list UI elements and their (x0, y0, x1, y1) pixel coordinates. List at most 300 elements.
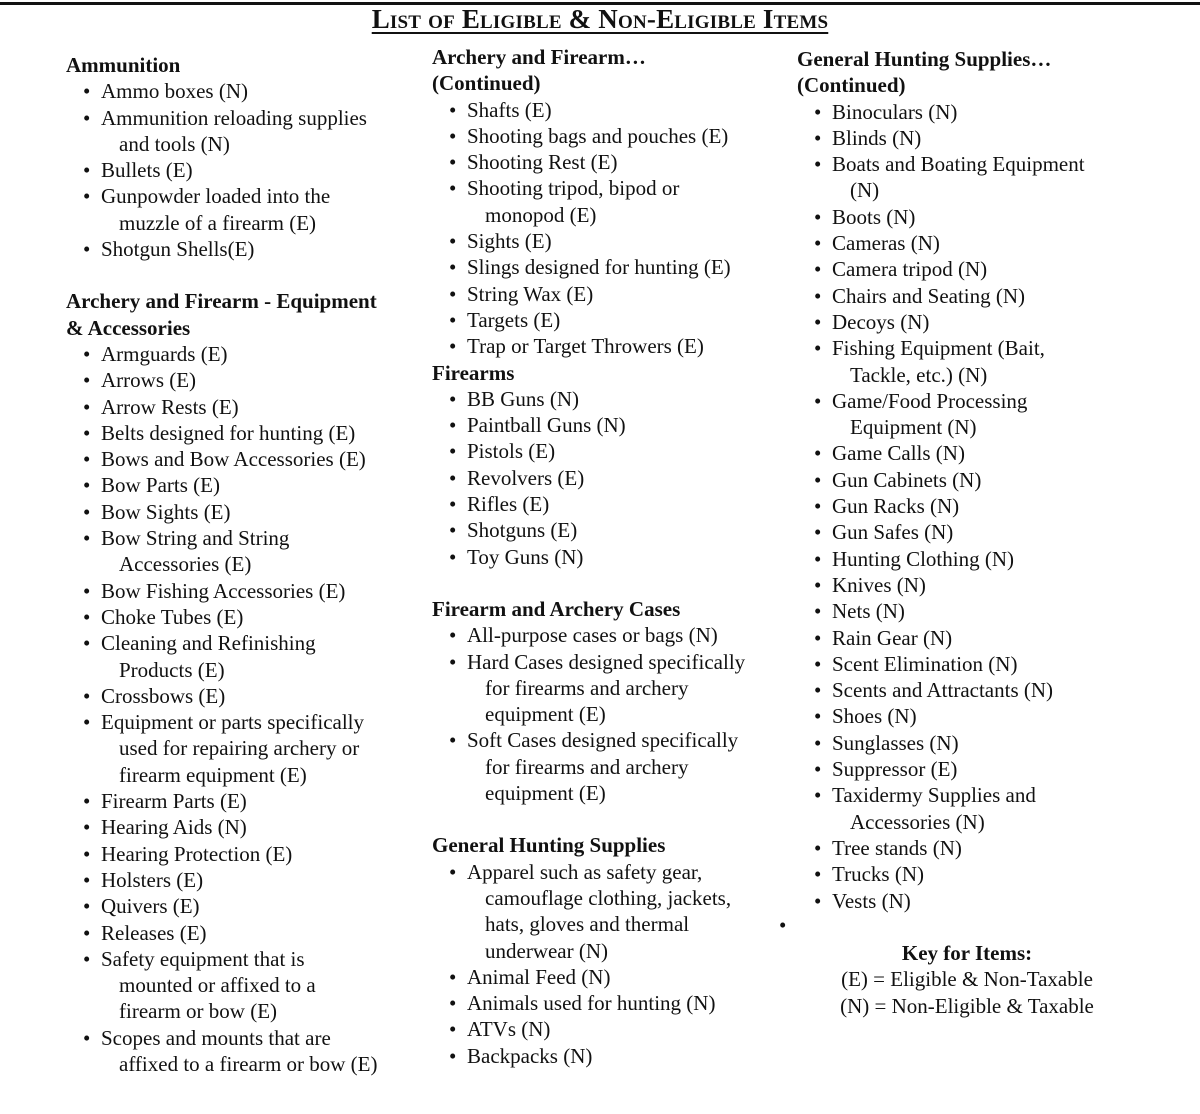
column-left (66, 52, 416, 1077)
list-item-text (101, 1025, 416, 1078)
bullet-icon: • (83, 158, 91, 183)
list-item (432, 438, 782, 464)
list-item-text: Shoes (N) (832, 704, 917, 729)
list-item-text (832, 335, 1197, 388)
section (432, 832, 782, 1069)
list-item-text: Hearing Protection (E) (101, 841, 293, 866)
bullet-icon: • (814, 625, 822, 650)
list-item-line: Taxidermy Supplies and (832, 783, 1036, 808)
bullet-icon: • (449, 413, 457, 438)
list-item (66, 367, 416, 393)
bullet-icon: • (814, 204, 822, 229)
bullet-icon: • (814, 441, 822, 466)
list-item-text: Bow Fishing Accessories (E) (101, 578, 346, 603)
list-item-line: (N) (850, 178, 880, 203)
bullet-icon: • (814, 309, 822, 334)
list-item-line: Scopes and mounts that are (101, 1025, 331, 1050)
bullet-icon: • (814, 467, 822, 492)
list-item-line: Shooting tripod, bipod or (467, 176, 680, 201)
bullet-icon: • (83, 867, 91, 892)
list-item-line: monopod (E) (485, 202, 597, 227)
section (797, 46, 1197, 914)
list-item (432, 254, 782, 280)
bullet-icon: • (814, 862, 822, 887)
section-heading: General Hunting Supplies… (Continued) (797, 47, 1052, 98)
list-item-text: Sunglasses (N) (832, 730, 959, 755)
list-item-line: Hard Cases designed specifically (467, 649, 746, 674)
bullet-icon: • (449, 518, 457, 543)
list-item (797, 99, 1197, 125)
list-item-text: Game Calls (N) (832, 441, 965, 466)
list-item-line: Soft Cases designed specifically (467, 728, 739, 753)
bullet-icon: • (814, 678, 822, 703)
list-item-text: Bow Sights (E) (101, 499, 231, 524)
bullet-icon: • (83, 683, 91, 708)
list-item (797, 309, 1197, 335)
list-item-text (832, 151, 1197, 204)
list-item-text: Slings designed for hunting (E) (467, 255, 731, 280)
list-item-line: firearm equipment (E) (119, 762, 307, 787)
list-item (797, 861, 1197, 887)
list-item-text (467, 175, 782, 228)
bullet-icon: • (814, 546, 822, 571)
bullet-icon: • (449, 859, 457, 884)
list-item-text: Animals used for hunting (N) (467, 991, 716, 1016)
list-item-text: Shotgun Shells(E) (101, 237, 255, 262)
section (432, 596, 782, 806)
list-item-text: Sights (E) (467, 229, 552, 254)
list-item-line: camouflage clothing, jackets, (485, 885, 732, 910)
legend-key (797, 940, 1137, 1019)
list-item (797, 493, 1197, 519)
list-item (66, 105, 416, 158)
list-item (797, 256, 1197, 282)
bullet-icon: • (814, 888, 822, 913)
list-item (797, 625, 1197, 651)
list-item-text: Shooting bags and pouches (E) (467, 123, 729, 148)
list-item-line: Boats and Boating Equipment (832, 152, 1085, 177)
item-list (432, 622, 782, 806)
list-item (432, 149, 782, 175)
section-heading: Firearm and Archery Cases (432, 596, 681, 621)
section (66, 288, 416, 1077)
bullet-icon: • (814, 572, 822, 597)
list-item-line: Safety equipment that is (101, 946, 305, 971)
list-item (432, 727, 782, 806)
list-item-text: Scent Elimination (N) (832, 651, 1018, 676)
list-item-text: Hunting Clothing (N) (832, 546, 1014, 571)
list-item-text: Arrow Rests (E) (101, 394, 239, 419)
list-item (66, 867, 416, 893)
list-item-text: Bow Parts (E) (101, 473, 220, 498)
list-item-text: Targets (E) (467, 307, 561, 332)
list-item (797, 204, 1197, 230)
bullet-icon: • (83, 105, 91, 130)
list-item (797, 572, 1197, 598)
list-item (432, 964, 782, 990)
section-heading: Ammunition (66, 53, 181, 77)
list-item (66, 183, 416, 236)
bullet-icon: • (83, 368, 91, 393)
list-item (797, 440, 1197, 466)
bullet-icon: • (814, 730, 822, 755)
bullet-icon: • (83, 79, 91, 104)
bullet-icon: • (449, 492, 457, 517)
key-title: Key for Items: (901, 941, 1033, 965)
list-item (797, 835, 1197, 861)
list-item (797, 730, 1197, 756)
list-item-text: Knives (N) (832, 572, 926, 597)
key-eligible: (E) = Eligible & Non-Taxable (841, 967, 1093, 992)
list-item-text: Ammo boxes (N) (101, 79, 248, 104)
list-item-text: Binoculars (N) (832, 99, 958, 124)
list-item-line: affixed to a firearm or bow (E) (119, 1051, 378, 1076)
key-non-eligible: (N) = Non-Eligible & Taxable (840, 993, 1094, 1018)
list-item (432, 333, 782, 359)
list-item (797, 677, 1197, 703)
column-middle (432, 44, 782, 1069)
section-spacer (432, 570, 782, 596)
list-item-line: Products (E) (119, 657, 225, 682)
list-item (797, 467, 1197, 493)
bullet-icon: • (449, 544, 457, 569)
list-item (432, 859, 782, 964)
bullet-icon: • (814, 152, 822, 177)
list-item-text: Revolvers (E) (467, 465, 585, 490)
bullet-icon: • (83, 1025, 91, 1050)
list-item-text: Nets (N) (832, 599, 905, 624)
bullet-icon: • (449, 123, 457, 148)
list-item-text (467, 859, 782, 964)
list-item-text: Arrows (E) (101, 368, 197, 393)
list-item (797, 125, 1197, 151)
list-item (797, 598, 1197, 624)
item-list (432, 386, 782, 570)
bullet-icon: • (449, 307, 457, 332)
bullet-icon: • (449, 386, 457, 411)
item-list (66, 341, 416, 1077)
list-item (797, 519, 1197, 545)
list-item-text: Bows and Bow Accessories (E) (101, 447, 366, 472)
list-item-line: Accessories (N) (850, 809, 985, 834)
list-item-text: Shafts (E) (467, 97, 552, 122)
bullet-icon: • (83, 447, 91, 472)
bullet-icon: • (814, 783, 822, 808)
bullet-icon: • (814, 231, 822, 256)
bullet-icon: • (83, 394, 91, 419)
list-item (432, 307, 782, 333)
item-list (66, 78, 416, 262)
item-list (797, 99, 1197, 914)
list-item-text: Hearing Aids (N) (101, 815, 247, 840)
list-item-text: Toy Guns (N) (467, 544, 584, 569)
list-item (66, 472, 416, 498)
list-item-line: hats, gloves and thermal (485, 912, 690, 937)
bullet-icon: • (449, 1017, 457, 1042)
list-item-line: Gunpowder loaded into the (101, 184, 331, 209)
list-item-text: Firearm Parts (E) (101, 789, 247, 814)
list-item-line: mounted or affixed to a (119, 973, 316, 998)
list-item (66, 814, 416, 840)
bullet-icon: • (449, 728, 457, 753)
list-item-line: Fishing Equipment (Bait, (832, 336, 1045, 361)
list-item (432, 386, 782, 412)
bullet-icon: • (83, 604, 91, 629)
list-item (797, 782, 1197, 835)
list-item-text: Belts designed for hunting (E) (101, 420, 356, 445)
list-item (432, 465, 782, 491)
bullet-icon: • (449, 176, 457, 201)
bullet-icon: • (83, 841, 91, 866)
list-item (66, 394, 416, 420)
list-item-text: Backpacks (N) (467, 1043, 593, 1068)
list-item-text: Rifles (E) (467, 492, 550, 517)
list-item-text: Scents and Attractants (N) (832, 678, 1054, 703)
list-item (432, 622, 782, 648)
bullet-icon: • (83, 420, 91, 445)
list-item (432, 544, 782, 570)
section (66, 52, 416, 262)
list-item (432, 491, 782, 517)
bullet-icon: • (83, 710, 91, 735)
list-item-text (101, 105, 416, 158)
bullet-icon: • (83, 473, 91, 498)
list-item (432, 281, 782, 307)
list-item (66, 1025, 416, 1078)
bullet-icon: • (449, 1043, 457, 1068)
list-item (797, 335, 1197, 388)
bullet-icon: • (814, 283, 822, 308)
list-item-text: Chairs and Seating (N) (832, 283, 1026, 308)
list-item-text: Holsters (E) (101, 867, 204, 892)
bullet-icon: • (83, 578, 91, 603)
column-right (797, 46, 1197, 914)
section-heading: Firearms (432, 360, 515, 385)
bullet-icon: • (83, 946, 91, 971)
list-item (432, 123, 782, 149)
list-item (66, 604, 416, 630)
list-item-line: used for repairing archery or (119, 736, 360, 761)
list-item-line: Ammunition reloading supplies (101, 105, 367, 130)
list-item (432, 412, 782, 438)
list-item-text: All-purpose cases or bags (N) (467, 623, 718, 648)
list-item-text: Shooting Rest (E) (467, 150, 618, 175)
list-item-text: Boots (N) (832, 204, 916, 229)
list-item-line: equipment (E) (485, 702, 606, 727)
list-item-text: Bullets (E) (101, 158, 193, 183)
bullet-icon: • (814, 835, 822, 860)
list-item (66, 341, 416, 367)
list-item-line: Game/Food Processing (832, 388, 1028, 413)
list-item-line: for firearms and archery (485, 754, 689, 779)
list-item (432, 228, 782, 254)
list-item-line: underwear (N) (485, 938, 609, 963)
list-item (797, 703, 1197, 729)
list-item-text: Decoys (N) (832, 309, 930, 334)
list-item-line: Equipment (N) (850, 415, 977, 440)
list-item-line: for firearms and archery (485, 675, 689, 700)
item-list (432, 859, 782, 1069)
list-item-text: Vests (N) (832, 888, 911, 913)
list-item (66, 788, 416, 814)
list-item-text: Suppressor (E) (832, 757, 958, 782)
list-item (66, 946, 416, 1025)
bullet-icon: • (449, 964, 457, 989)
list-item-line: Apparel such as safety gear, (467, 859, 703, 884)
list-item (66, 499, 416, 525)
list-item-text: Animal Feed (N) (467, 964, 611, 989)
list-item (797, 283, 1197, 309)
list-item-text: Armguards (E) (101, 341, 228, 366)
list-item-text: Trucks (N) (832, 862, 924, 887)
bullet-icon: • (814, 651, 822, 676)
list-item-text: Quivers (E) (101, 894, 200, 919)
list-item (432, 1043, 782, 1069)
bullet-icon: • (814, 520, 822, 545)
section (432, 44, 782, 360)
bullet-icon: • (449, 281, 457, 306)
list-item-text: Shotguns (E) (467, 518, 578, 543)
list-item (797, 151, 1197, 204)
section (432, 360, 782, 570)
list-item (797, 388, 1197, 441)
bullet-icon: • (83, 341, 91, 366)
list-item (432, 175, 782, 228)
list-item (66, 630, 416, 683)
section-spacer (66, 262, 416, 288)
bullet-icon: • (449, 649, 457, 674)
list-item (432, 517, 782, 543)
list-item-line: Equipment or parts specifically (101, 710, 365, 735)
list-item (797, 230, 1197, 256)
list-item-text: Gun Racks (N) (832, 494, 960, 519)
list-item (66, 78, 416, 104)
list-item-text (467, 649, 782, 728)
bullet-icon: • (449, 991, 457, 1016)
bullet-icon: • (814, 757, 822, 782)
list-item (432, 649, 782, 728)
list-item (797, 756, 1197, 782)
bullet-icon: • (814, 494, 822, 519)
list-item-text: Choke Tubes (E) (101, 604, 244, 629)
list-item-text: ATVs (N) (467, 1017, 551, 1042)
bullet-icon: • (449, 229, 457, 254)
section-heading: Archery and Firearm… (Continued) (432, 45, 646, 96)
list-item-text: Rain Gear (N) (832, 625, 953, 650)
list-item-text (832, 388, 1197, 441)
bullet-icon: • (814, 599, 822, 624)
list-item-text: Pistols (E) (467, 439, 556, 464)
list-item-text: Trap or Target Throwers (E) (467, 334, 704, 359)
list-item-line: firearm or bow (E) (119, 999, 278, 1024)
list-item-text: BB Guns (N) (467, 386, 580, 411)
list-item-text: Releases (E) (101, 920, 207, 945)
bullet-icon: • (449, 255, 457, 280)
list-item-text (101, 630, 416, 683)
section-spacer (432, 806, 782, 832)
bullet-icon: • (814, 388, 822, 413)
bullet-icon: • (814, 704, 822, 729)
page-title: List of Eligible & Non-Eligible Items (371, 4, 829, 34)
list-item (797, 651, 1197, 677)
list-item (66, 683, 416, 709)
bullet-icon: • (814, 125, 822, 150)
section-heading: Archery and Firearm - Equipment & Accessories (66, 289, 377, 340)
list-item (66, 841, 416, 867)
bullet-icon: • (83, 184, 91, 209)
list-item (66, 157, 416, 183)
list-item (66, 920, 416, 946)
bullet-icon: • (83, 631, 91, 656)
list-item-text (101, 709, 416, 788)
list-item-text (101, 183, 416, 236)
item-list (432, 97, 782, 360)
list-item-text: Crossbows (E) (101, 683, 226, 708)
bullet-icon: • (449, 465, 457, 490)
bullet-icon: • (449, 150, 457, 175)
list-item-line: muzzle of a firearm (E) (119, 210, 317, 235)
list-item-line: equipment (E) (485, 781, 606, 806)
list-item-text (832, 782, 1197, 835)
bullet-icon: • (814, 99, 822, 124)
list-item-line: Accessories (E) (119, 552, 252, 577)
bullet-icon: • (83, 894, 91, 919)
list-item (66, 709, 416, 788)
bullet-icon: • (449, 334, 457, 359)
bullet-icon: • (83, 237, 91, 262)
list-item (66, 446, 416, 472)
list-item (66, 893, 416, 919)
list-item-text: Gun Cabinets (N) (832, 467, 982, 492)
bullet-icon: • (449, 97, 457, 122)
list-item (432, 1016, 782, 1042)
list-item (432, 97, 782, 123)
list-item (66, 236, 416, 262)
list-item (66, 578, 416, 604)
stray-bullet: • (779, 913, 787, 937)
list-item-text: String Wax (E) (467, 281, 594, 306)
bullet-icon: • (449, 439, 457, 464)
bullet-icon: • (83, 789, 91, 814)
list-item (66, 420, 416, 446)
list-item-text: Tree stands (N) (832, 835, 962, 860)
section-heading: General Hunting Supplies (432, 833, 666, 858)
list-item-text: Cameras (N) (832, 231, 940, 256)
list-item (432, 990, 782, 1016)
list-item-text: Camera tripod (N) (832, 257, 988, 282)
list-item-text (101, 525, 416, 578)
bullet-icon: • (83, 920, 91, 945)
list-item-text (467, 727, 782, 806)
bullet-icon: • (83, 499, 91, 524)
bullet-icon: • (814, 257, 822, 282)
bullet-icon: • (814, 336, 822, 361)
list-item (797, 546, 1197, 572)
list-item-line: Cleaning and Refinishing (101, 631, 316, 656)
bullet-icon: • (83, 526, 91, 551)
list-item-text: Paintball Guns (N) (467, 413, 626, 438)
list-item (797, 888, 1197, 914)
list-item-text: Blinds (N) (832, 125, 922, 150)
bullet-icon: • (83, 815, 91, 840)
list-item-line: and tools (N) (119, 131, 230, 156)
list-item-line: Bow String and String (101, 526, 290, 551)
list-item-text (101, 946, 416, 1025)
list-item (66, 525, 416, 578)
list-item-line: Tackle, etc.) (N) (850, 362, 988, 387)
list-item-text: Gun Safes (N) (832, 520, 954, 545)
bullet-icon: • (449, 623, 457, 648)
